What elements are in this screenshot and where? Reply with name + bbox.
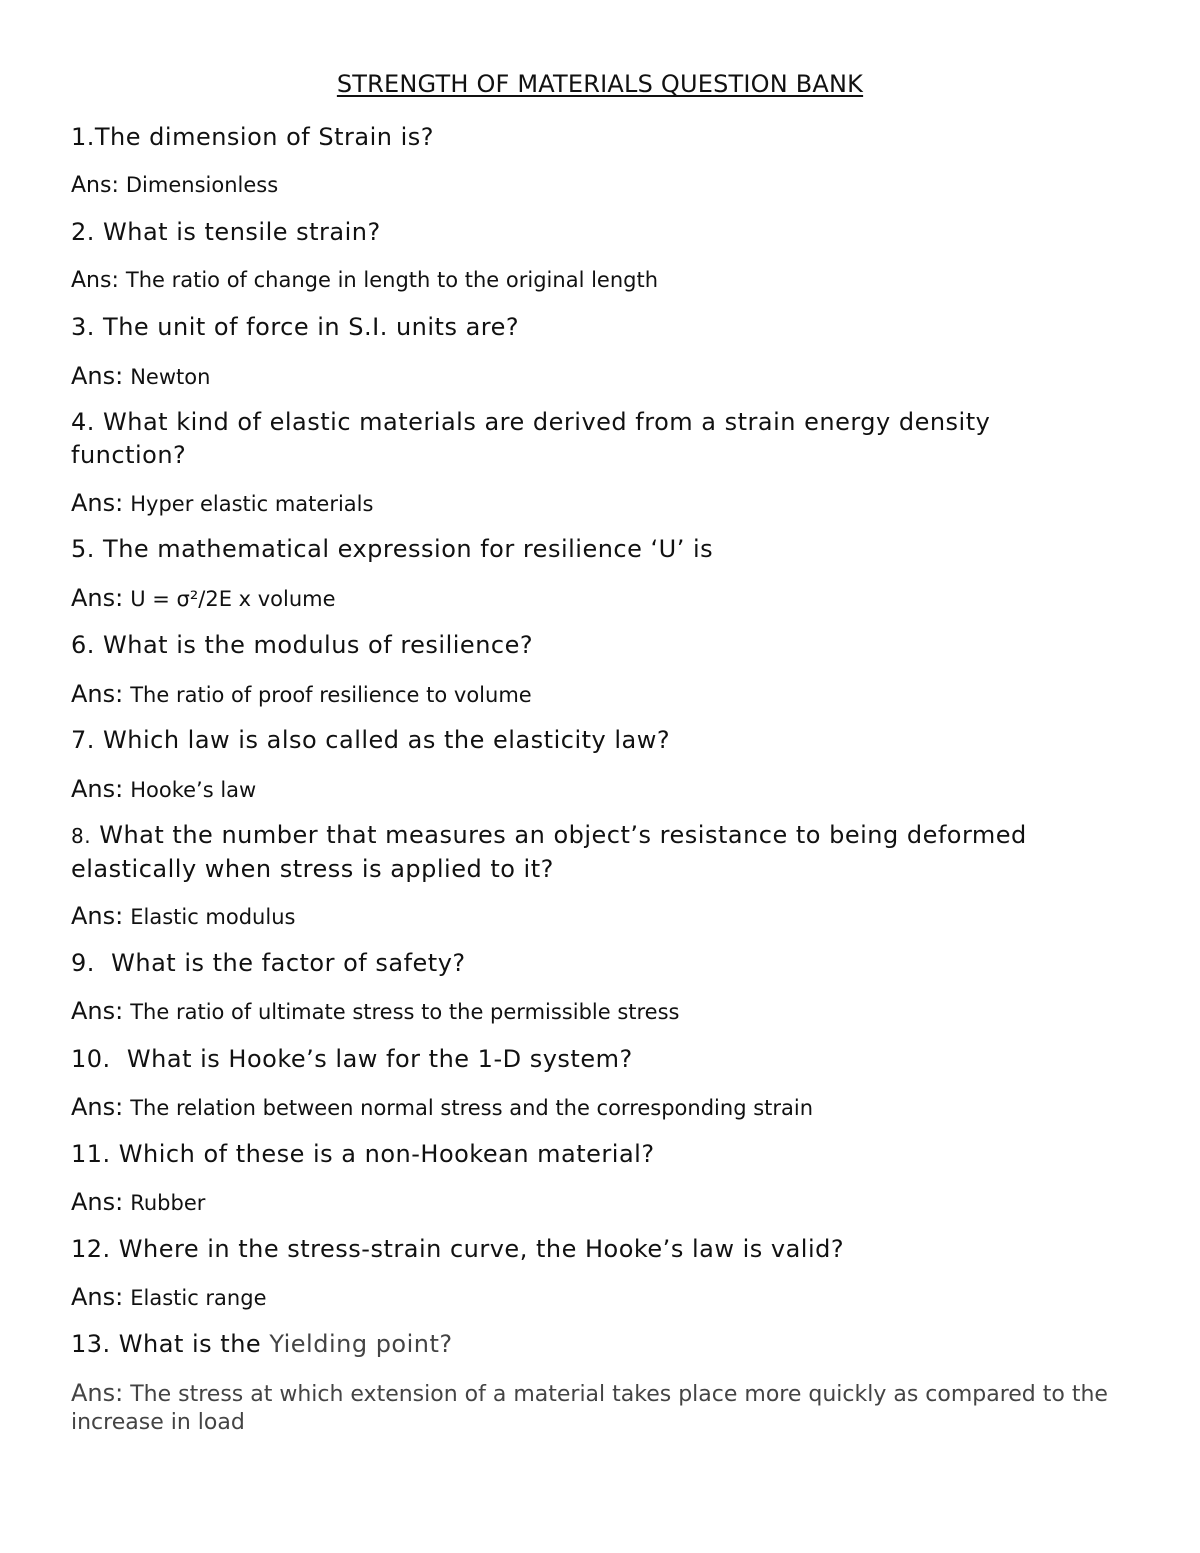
answer-label: Ans: — [71, 1188, 124, 1216]
question-3: 3. The unit of force in S.I. units are? — [71, 313, 520, 341]
question-9: 9. What is the factor of safety? — [71, 949, 466, 977]
question-12: 12. Where in the stress-strain curve, the Hooke’s law is valid? — [71, 1235, 845, 1263]
answer-text: Elastic range — [130, 1286, 267, 1310]
question-5: 5. The mathematical expression for resilience ‘U’ is — [71, 535, 714, 563]
answer-text: Dimensionless — [125, 173, 279, 197]
answer-label: Ans: — [71, 489, 124, 517]
answer-1 — [71, 171, 278, 200]
answer-text: The ratio of ultimate stress to the permissible stress — [130, 1000, 680, 1024]
answer-text: The relation between normal stress and the corresponding strain — [130, 1096, 814, 1120]
answer-label: Ans: — [71, 1093, 124, 1121]
answer-text: Hooke’s law — [130, 778, 257, 802]
question-text-tail: Yielding point? — [269, 1330, 453, 1358]
page-title: STRENGTH OF MATERIALS QUESTION BANK — [336, 70, 864, 98]
answer-label: Ans: — [71, 997, 124, 1025]
answer-text: The ratio of change in length to the original length — [125, 268, 659, 292]
answer-8 — [71, 902, 295, 932]
answer-text: Newton — [130, 365, 211, 389]
question-8 — [71, 819, 1151, 886]
answer-label: Ans: — [71, 680, 124, 708]
answer-label: Ans: — [71, 902, 124, 930]
answer-label: Ans: — [71, 775, 124, 803]
question-number: 8. — [71, 824, 92, 848]
question-10: 10. What is Hooke’s law for the 1-D system? — [71, 1045, 633, 1073]
question-11: 11. Which of these is a non-Hookean material? — [71, 1140, 655, 1168]
answer-4 — [71, 489, 373, 519]
question-4: 4. What kind of elastic materials are derived from a strain energy density function? — [71, 408, 991, 469]
answer-7 — [71, 775, 256, 805]
answer-text: Hyper elastic materials — [130, 492, 374, 516]
answer-text: Rubber — [130, 1191, 206, 1215]
question-13 — [71, 1328, 453, 1361]
question-text: 13. What is the — [71, 1330, 262, 1358]
answer-label: Ans: — [71, 584, 124, 612]
answer-3 — [71, 362, 210, 392]
answer-6 — [71, 680, 532, 710]
answer-5 — [71, 584, 336, 614]
answer-9 — [71, 997, 679, 1027]
answer-13 — [71, 1379, 1131, 1437]
question-text: What the number that measures an object’s resistance to being deformed elastically when stress is applied to it? — [71, 821, 1027, 883]
answer-10 — [71, 1093, 813, 1123]
answer-text: The stress at which extension of a material takes place more quickly as compared to the increase in load — [71, 1382, 1108, 1435]
question-1: 1.The dimension of Strain is? — [71, 123, 435, 151]
question-2: 2. What is tensile strain? — [71, 218, 381, 246]
answer-label: Ans: — [71, 362, 124, 390]
answer-label: Ans: — [71, 268, 119, 293]
answer-label: Ans: — [71, 173, 119, 198]
answer-text: Elastic modulus — [130, 905, 296, 929]
question-7: 7. Which law is also called as the elasticity law? — [71, 726, 671, 754]
answer-11 — [71, 1188, 205, 1218]
answer-label: Ans: — [71, 1379, 124, 1407]
answer-text: U = σ²/2E x volume — [130, 587, 336, 611]
answer-2 — [71, 266, 658, 295]
answer-text: The ratio of proof resilience to volume — [130, 683, 532, 707]
question-6: 6. What is the modulus of resilience? — [71, 631, 534, 659]
answer-12 — [71, 1283, 266, 1313]
answer-label: Ans: — [71, 1283, 124, 1311]
